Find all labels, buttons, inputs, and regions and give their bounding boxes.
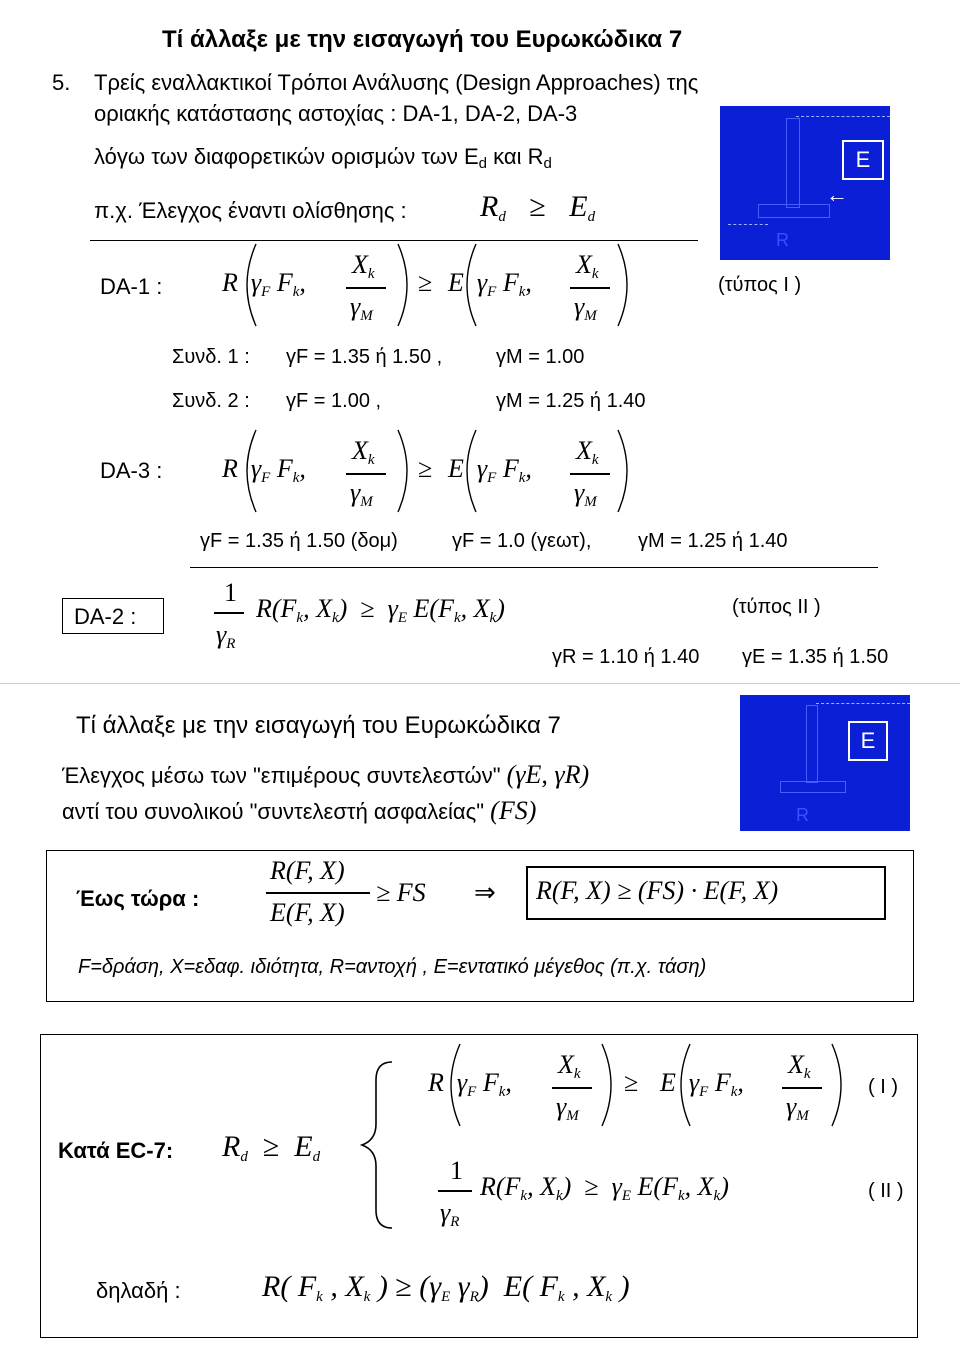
global-factor-line: αντί του συνολικού "συντελεστή ασφαλείας" (FS): [62, 796, 537, 825]
frac-bar: [266, 892, 370, 894]
da3-gm: γM = 1.25 ή 1.40: [638, 530, 788, 552]
section1-title: Τί άλλαξε με την εισαγωγή του Ευρωκώδικα 7: [162, 26, 683, 53]
fs-frac-num: R(F, X): [270, 856, 345, 885]
da1-formula-right: E $\gamma_F$ $F_k$,: [448, 268, 532, 300]
frac-bar: [570, 287, 610, 289]
da2-label: DA-2 :: [74, 604, 137, 629]
ec7-frac1-num: $X_k$: [558, 1050, 581, 1082]
da3-frac-den-right: $\gamma_M$: [574, 478, 597, 510]
da1-label: DA-1 :: [100, 274, 163, 299]
ge-symbol: ≥: [624, 1068, 639, 1097]
ge-symbol: ≥: [418, 454, 433, 483]
ground-line: [816, 703, 910, 704]
retaining-wall-figure: [720, 106, 890, 260]
frac-bar: [438, 1190, 472, 1192]
type2-label: (τύπος ΙΙ ): [732, 596, 821, 618]
ec7-formula1-left: R $\gamma_F$ $F_k$,: [428, 1068, 512, 1100]
arrow-left-icon: ←: [826, 182, 848, 207]
tag-II: ( ΙΙ ): [868, 1180, 904, 1202]
partial-factors-line: Έλεγχος μέσω των "επιμέρους συντελεστών" (γE, γR): [62, 760, 590, 789]
fs-frac-den: E(F, X): [270, 898, 345, 927]
da2-formula: $R(F_k$, $X_k) \ge \gamma_E$ $E(F_k$, $X_k$): [256, 594, 505, 626]
frac-bar: [346, 473, 386, 475]
da2-frac-num: 1: [224, 578, 237, 607]
deli-label: δηλαδή :: [96, 1278, 181, 1303]
figure-R-label: R: [796, 805, 809, 825]
frac-bar: [552, 1087, 592, 1089]
comb2-gf: γF = 1.00 ,: [286, 390, 382, 412]
retaining-wall-figure-2: [740, 695, 910, 831]
da3-gf2: γF = 1.0 (γεωτ),: [452, 530, 592, 552]
da1-frac-num-right: $X_k$: [576, 250, 599, 282]
frac-bar: [346, 287, 386, 289]
da3-formula-right: E $\gamma_F$ $F_k$,: [448, 454, 532, 486]
tag-I: ( Ι ): [868, 1076, 898, 1098]
da3-frac-den-left: $\gamma_M$: [350, 478, 373, 510]
da1-frac-den-left: $\gamma_M$: [350, 292, 373, 324]
da2-ge: γE = 1.35 ή 1.50: [742, 646, 889, 668]
wall-footing: [758, 204, 830, 218]
da3-formula-left: R $\gamma_F$ $F_k$,: [222, 454, 306, 486]
ec7-frac3-den: $\gamma_R$: [440, 1198, 460, 1230]
wall-footing: [780, 781, 846, 793]
example-equation: $R_d \ge E_d$: [480, 190, 596, 225]
divider: [190, 567, 878, 568]
wall-stem: [806, 705, 818, 783]
comb1-gm: γM = 1.00: [496, 346, 585, 368]
da3-label: DA-3 :: [100, 458, 163, 483]
da3-gf: γF = 1.35 ή 1.50 (δομ): [200, 530, 398, 552]
da2-frac-den: $\gamma_R$: [216, 620, 236, 652]
ground-line: [728, 224, 768, 225]
implies-icon: ⇒: [474, 878, 496, 907]
until-now-label: Έως τώρα :: [76, 886, 200, 911]
da2-gr: γR = 1.10 ή 1.40: [552, 646, 700, 668]
comb1-label: Συνδ. 1 :: [172, 346, 250, 368]
fs-result: R(F, X) ≥ (FS) · E(F, X): [536, 876, 779, 905]
example-label: π.χ. Έλεγχος έναντι ολίσθησης :: [94, 198, 407, 223]
ec7-formula2: $R(F_k$, $X_k) \ge \gamma_E$ $E(F_k$, $X_k$): [480, 1172, 729, 1204]
ge-symbol: ≥: [418, 268, 433, 297]
intro-line2: οριακής κατάστασης αστοχίας : DA-1, DA-2, DA-3: [94, 101, 578, 126]
section2-title: Τί άλλαξε με την εισαγωγή του Ευρωκώδικα 7: [76, 712, 561, 739]
deli-equation: R( $F_k$ , $X_k$ ) ≥ ($\gamma_E$ $\gamma_R$) E( $F_k$ , $X_k$ ): [262, 1270, 630, 1305]
figure-E-label: E: [848, 721, 888, 761]
ec7-formula1-right: E $\gamma_F$ $F_k$,: [660, 1068, 744, 1100]
ec7-equation: $R_d \ge E_d$: [222, 1130, 321, 1165]
ec7-frac1-den: $\gamma_M$: [556, 1092, 579, 1124]
comb1-gf: γF = 1.35 ή 1.50 ,: [286, 346, 443, 368]
figure-E-label: E: [842, 140, 884, 180]
da1-frac-num-left: $X_k$: [352, 250, 375, 282]
da1-formula-left: R $\gamma_F$ $F_k$,: [222, 268, 306, 300]
type1-label: (τύπος Ι ): [718, 274, 802, 296]
ground-line: [796, 116, 890, 121]
ec7-frac3-num: 1: [450, 1156, 463, 1185]
frac-bar: [570, 473, 610, 475]
intro-line1: Τρείς εναλλακτικοί Τρόποι Ανάλυσης (Design Approaches) της: [94, 70, 699, 95]
da3-frac-num-left: $X_k$: [352, 436, 375, 468]
da3-frac-num-right: $X_k$: [576, 436, 599, 468]
item-number: 5.: [52, 70, 71, 95]
page-separator: [0, 683, 960, 684]
fs-ge: ≥ FS: [376, 878, 426, 907]
comb2-label: Συνδ. 2 :: [172, 390, 250, 412]
frac-bar: [782, 1087, 822, 1089]
frac-bar: [214, 612, 244, 614]
da1-frac-den-right: $\gamma_M$: [574, 292, 597, 324]
intro-line3: λόγω των διαφορετικών ορισμών των Ed και Rd: [94, 144, 552, 172]
ec7-frac2-num: $X_k$: [788, 1050, 811, 1082]
definitions: F=δράση, X=εδαφ. ιδιότητα, R=αντοχή , E=εντατικό μέγεθος (π.χ. τάση): [78, 956, 707, 978]
comb2-gm: γM = 1.25 ή 1.40: [496, 390, 646, 412]
ec7-frac2-den: $\gamma_M$: [786, 1092, 809, 1124]
wall-stem: [786, 118, 800, 208]
figure-R-label: R: [776, 230, 789, 250]
ec7-label: Κατά EC-7:: [58, 1138, 174, 1163]
